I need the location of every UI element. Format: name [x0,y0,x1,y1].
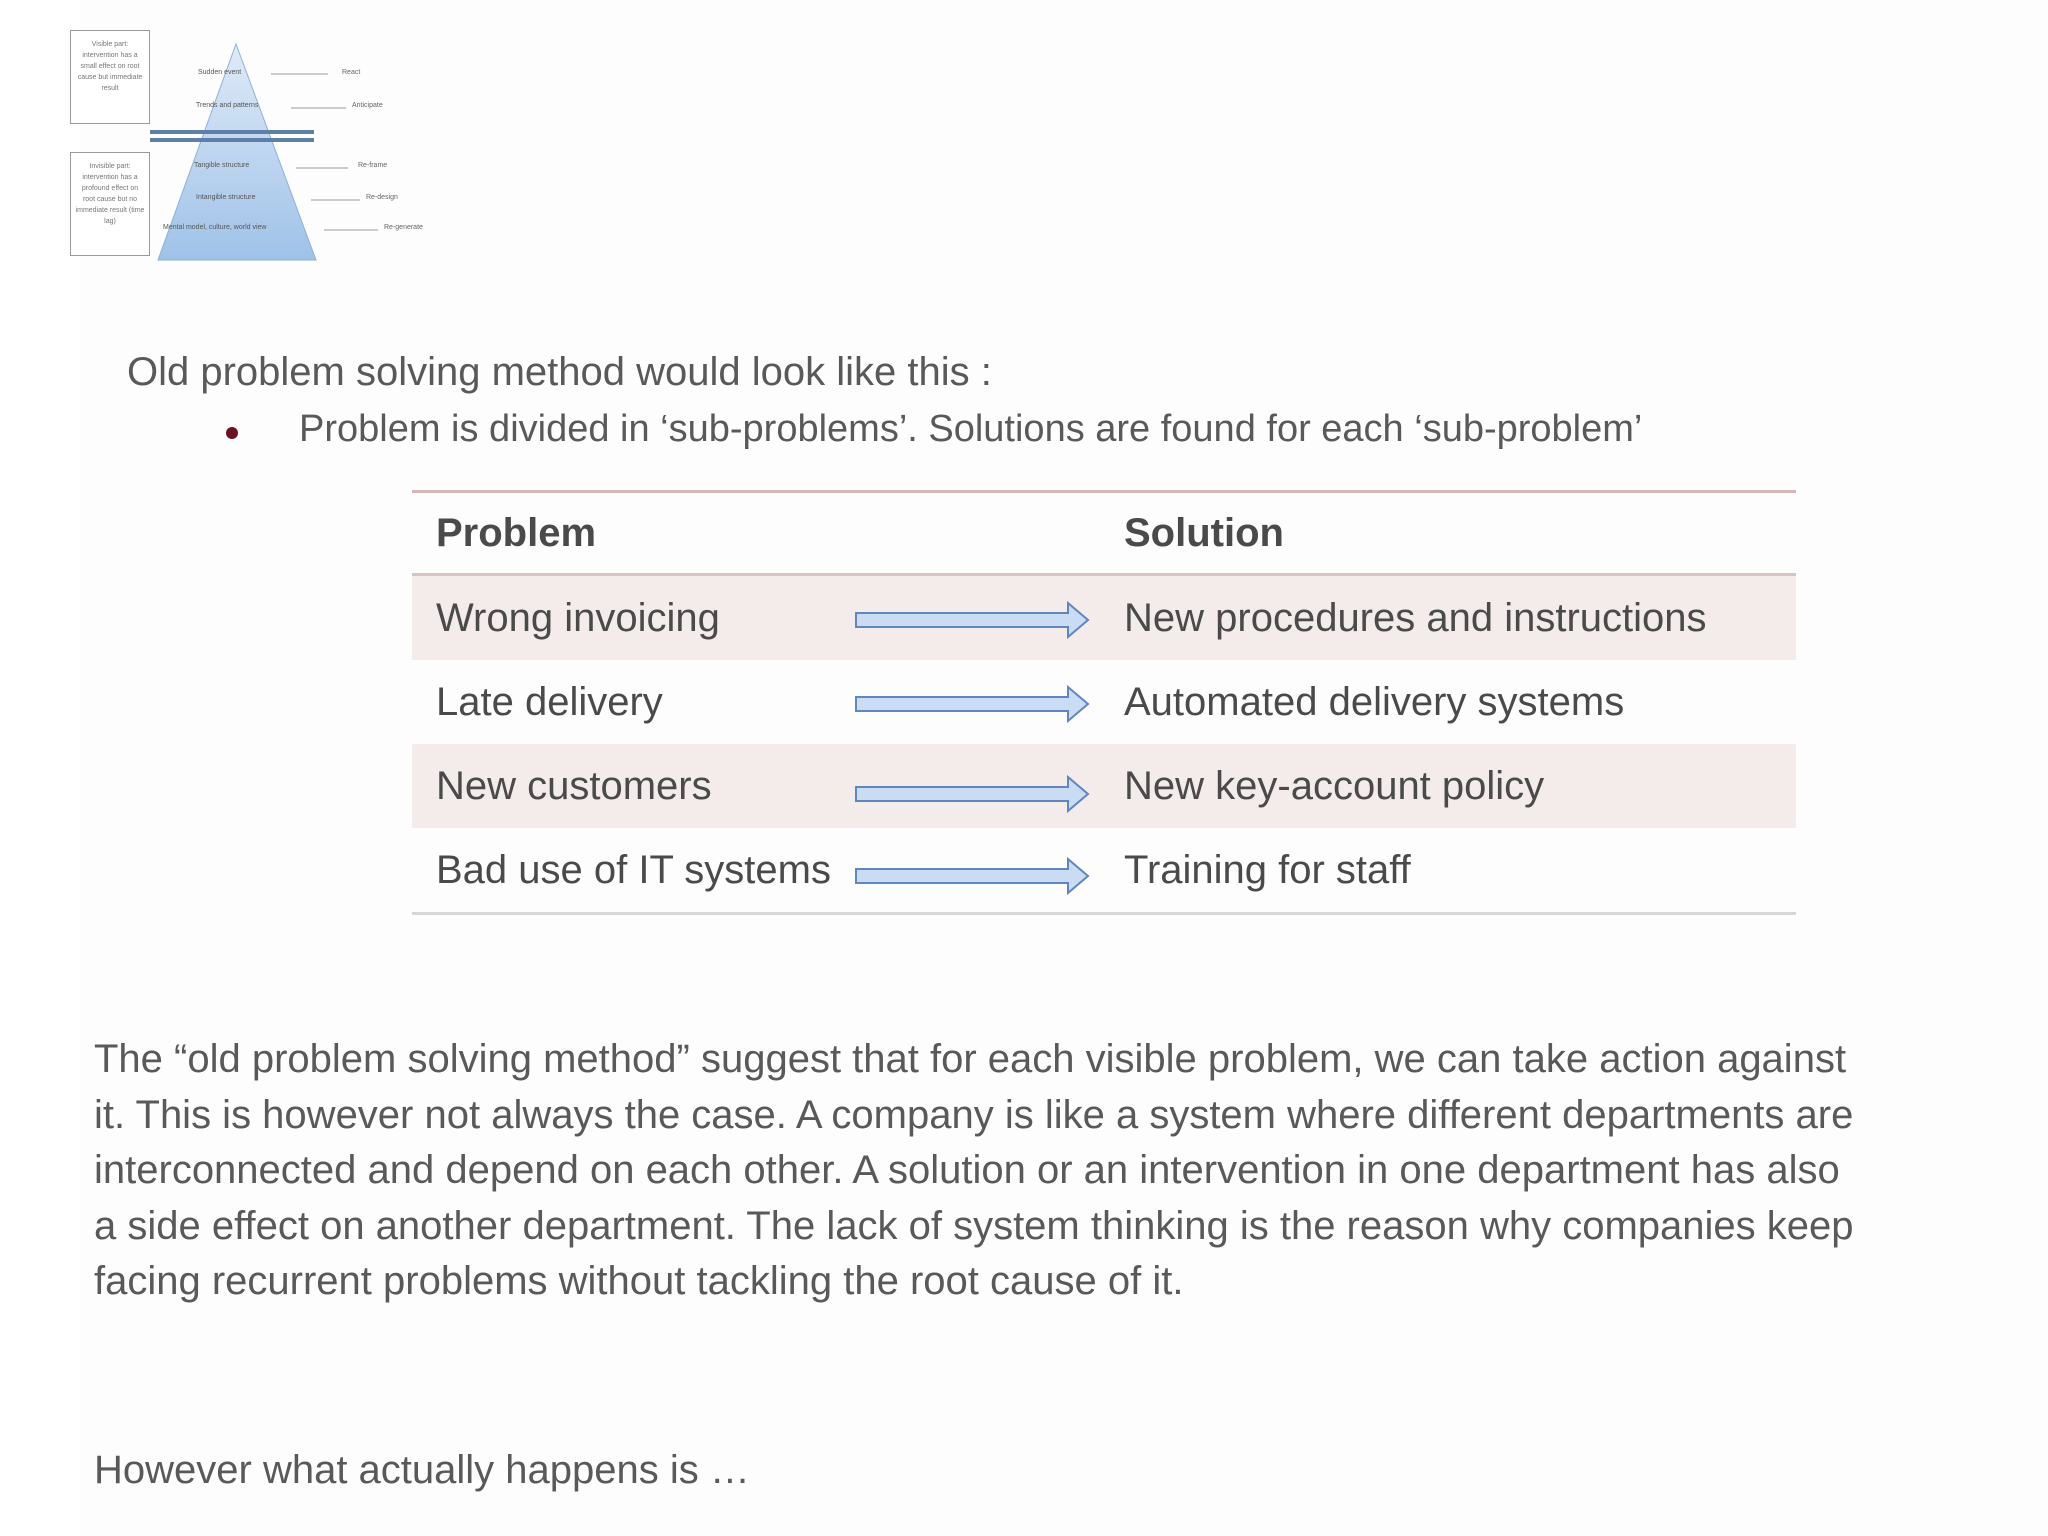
solution-cell: New key-account policy [1124,763,1545,808]
right-arrow-icon [854,600,1090,640]
paragraph-line: a side effect on another department. The lack of system thinking is the reason why companies keep [94,1203,1854,1248]
header-solution: Solution [1124,510,1284,555]
right-arrow-icon [854,774,1090,814]
table-bottom-rule [412,912,1796,915]
bullet-dot-icon [226,427,238,439]
explanation-paragraph [94,1032,1994,1310]
problem-cell: Bad use of IT systems [436,847,831,892]
table-row [412,744,1796,828]
problem-cell: Late delivery [436,679,663,724]
level-sudden-event: Sudden event [198,69,242,76]
action-redesign: Re-design [366,194,398,201]
table-row [412,828,1796,912]
visible-part-box: Visible part: intervention has a small effect on root cause but immediate result [70,30,150,124]
problem-cell: New customers [436,763,712,808]
paragraph-line: it. This is however not always the case. A company is like a system where different departments are [94,1092,1854,1137]
problem-cell: Wrong invoicing [436,595,720,640]
right-arrow-icon [854,856,1090,896]
paragraph-line: facing recurrent problems without tackling the root cause of it. [94,1259,1184,1303]
section-heading: Old problem solving method would look like this : [127,350,992,394]
action-reframe: Re-frame [358,162,388,169]
closing-line: However what actually happens is … [94,1448,750,1492]
paragraph-line: interconnected and depend on each other. A solution or an intervention in one department has also [94,1148,1840,1192]
level-mental-model: Mental model, culture, world view [163,224,267,231]
waterline-top [150,130,314,134]
table-row [412,660,1796,744]
action-regenerate: Re-generate [384,224,423,231]
action-react: React [342,69,361,76]
level-tangible: Tangible structure [194,162,250,169]
invisible-part-box: Invisible part: intervention has a profound effect on root cause but no immediate result (time lag) [70,152,150,256]
solution-cell: Training for staff [1124,847,1411,892]
paragraph-line: The “old problem solving method” suggest that for each visible problem, we can take action against [94,1037,1847,1081]
table-row [412,576,1796,660]
action-anticipate: Anticipate [352,102,383,109]
problem-solution-table [412,490,1796,915]
right-arrow-icon [854,684,1090,724]
waterline-bottom [150,138,314,142]
level-trends: Trends and patterns [196,102,259,109]
iceberg-diagram [66,24,446,264]
solution-cell: New procedures and instructions [1124,595,1707,640]
bullet-text: Problem is divided in ‘sub-problems’. Solutions are found for each ‘sub-problem’ [299,408,1643,450]
header-problem: Problem [436,510,597,555]
level-intangible: Intangible structure [196,194,256,201]
solution-cell: Automated delivery systems [1124,679,1625,724]
table-header-row [412,493,1796,573]
